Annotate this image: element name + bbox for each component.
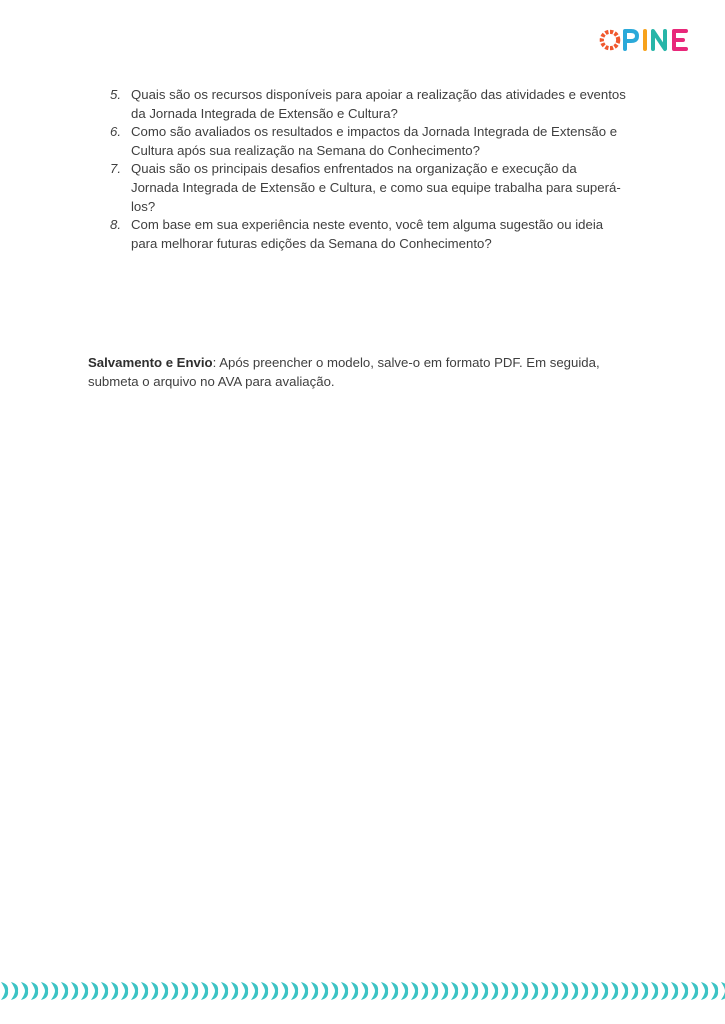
list-item [107,86,627,123]
logo-letter-o [602,32,618,48]
list-number: 6. [110,124,121,140]
question-list [107,86,627,253]
question-text: Quais são os recursos disponíveis para apoiar a realização das atividades e eventos da Jornada Integrada de Extensão e Cultura? [131,87,626,121]
list-item [107,123,627,160]
logo-letter-p [625,31,637,49]
list-number: 8. [110,217,121,233]
list-item [107,160,627,216]
list-number: 5. [110,87,121,102]
submission-instructions [88,354,628,391]
question-text: Como são avaliados os resultados e impactos da Jornada Integrada de Extensão e Cultura após sua realização na Semana do Conhecimento? [131,124,618,158]
instructions-text: : Após preencher o modelo, salve-o em formato PDF. Em seguida, submeta o arquivo no AVA para avaliação. [88,355,600,389]
list-item [107,216,627,253]
laurel-leaf-border [0,981,725,1001]
logo-letter-e [674,31,686,49]
question-text: Quais são os principais desafios enfrentados na organização e execução da Jornada Integrada de Extensão e Cultura, e como sua equipe trabalha para superá-los? [131,161,621,214]
logo-letter-n [653,31,665,49]
question-text: Com base em sua experiência neste evento, você tem alguma sugestão ou ideia para melhorar futuras edições da Semana do Conhecimento? [131,217,604,251]
list-number: 7. [110,161,121,177]
instructions-label: Salvamento e Envio [88,355,213,370]
opine-logo [598,25,702,55]
